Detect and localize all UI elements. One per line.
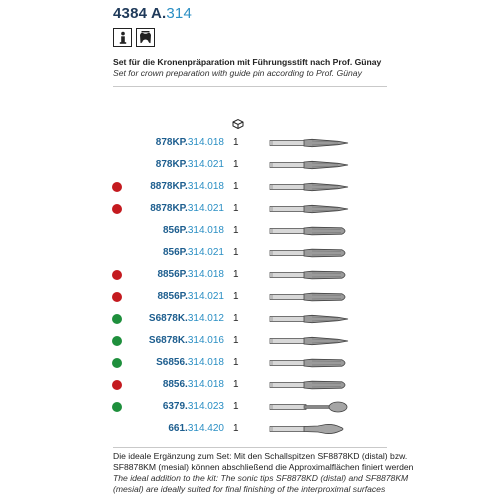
- list-item: [0, 243, 500, 265]
- list-item: [0, 331, 500, 353]
- item-quantity: 1: [233, 335, 239, 346]
- list-item: [0, 309, 500, 331]
- item-code: [163, 247, 224, 258]
- bur-instrument-image: [268, 180, 350, 194]
- item-code-suffix: 314.016: [187, 335, 224, 346]
- red-dot-marker: [112, 204, 122, 214]
- item-code: [163, 225, 224, 236]
- item-code-suffix: 314.021: [187, 203, 224, 214]
- item-code-base: 6379.: [162, 401, 188, 412]
- item-quantity: 1: [233, 423, 239, 434]
- item-code-base: 878KP.: [155, 159, 188, 170]
- item-code-suffix: 314.018: [187, 225, 224, 236]
- list-item: [0, 375, 500, 397]
- item-code: [156, 159, 224, 170]
- item-quantity: 1: [233, 181, 239, 192]
- list-item: [0, 419, 500, 441]
- item-code-base: 856P.: [163, 247, 188, 258]
- title-main: 4384 A.: [113, 5, 167, 22]
- divider-top: [113, 86, 387, 87]
- item-code-suffix: 314.018: [187, 137, 224, 148]
- list-item: [0, 199, 500, 221]
- item-code-base: S6856.: [156, 357, 188, 368]
- dental-crown-icon: [136, 28, 155, 47]
- item-code-suffix: 314.018: [187, 379, 224, 390]
- item-code: [168, 423, 224, 434]
- item-code-suffix: 314.018: [187, 181, 224, 192]
- item-quantity: 1: [233, 357, 239, 368]
- bur-instrument-image: [268, 158, 350, 172]
- item-code: [149, 335, 224, 346]
- list-item: [0, 287, 500, 309]
- item-code: [157, 269, 224, 280]
- package-icon: [232, 116, 244, 134]
- bur-instrument-image: [268, 378, 350, 392]
- item-code-suffix: 314.018: [187, 357, 224, 368]
- red-dot-marker: [112, 182, 122, 192]
- green-dot-marker: [112, 314, 122, 324]
- item-code-base: 8878KP.: [150, 203, 188, 214]
- item-quantity: 1: [233, 247, 239, 258]
- title-accent: 314: [166, 5, 193, 22]
- item-code-suffix: 314.023: [187, 401, 224, 412]
- bur-instrument-image: [268, 312, 350, 326]
- footer-german-line-2: SF8878KM (mesial) können abschließend die Approximalflächen finiert werden: [113, 462, 414, 472]
- item-quantity: 1: [233, 291, 239, 302]
- list-item: [0, 397, 500, 419]
- green-dot-marker: [112, 358, 122, 368]
- info-icon: [113, 28, 132, 47]
- bur-instrument-image: [268, 246, 350, 260]
- item-quantity: 1: [233, 203, 239, 214]
- list-item: [0, 155, 500, 177]
- red-dot-marker: [112, 270, 122, 280]
- item-code: [163, 401, 224, 412]
- list-item: [0, 177, 500, 199]
- bur-instrument-image: [268, 136, 350, 150]
- item-quantity: 1: [233, 401, 239, 412]
- subtitle-english: Set for crown preparation with guide pin according to Prof. Günay: [113, 68, 362, 78]
- green-dot-marker: [112, 336, 122, 346]
- item-code-suffix: 314.021: [187, 159, 224, 170]
- subtitle-german: Set für die Kronenpräparation mit Führungsstift nach Prof. Günay: [113, 57, 382, 67]
- item-code-suffix: 314.018: [187, 269, 224, 280]
- item-code-base: 8856P.: [157, 269, 188, 280]
- bur-instrument-image: [268, 334, 350, 348]
- item-code-base: 856P.: [163, 225, 188, 236]
- item-quantity: 1: [233, 269, 239, 280]
- item-quantity: 1: [233, 137, 239, 148]
- red-dot-marker: [112, 380, 122, 390]
- item-code-base: S6878K.: [148, 313, 188, 324]
- item-code: [157, 291, 224, 302]
- item-code-suffix: 314.021: [187, 247, 224, 258]
- item-code: [156, 137, 224, 148]
- item-code: [150, 203, 224, 214]
- item-quantity: 1: [233, 313, 239, 324]
- item-code-suffix: 314.012: [187, 313, 224, 324]
- item-code: [156, 357, 224, 368]
- item-code: [149, 313, 224, 324]
- bur-instrument-image: [268, 290, 350, 304]
- item-quantity: 1: [233, 159, 239, 170]
- bur-instrument-image: [268, 400, 350, 414]
- bur-instrument-image: [268, 422, 350, 436]
- page-title: [113, 5, 192, 22]
- bur-instrument-image: [268, 356, 350, 370]
- red-dot-marker: [112, 292, 122, 302]
- item-code-suffix: 314.021: [187, 291, 224, 302]
- green-dot-marker: [112, 402, 122, 412]
- list-item: [0, 265, 500, 287]
- list-item: [0, 353, 500, 375]
- info-icons-row: [113, 28, 155, 47]
- footer-english-line-2: (mesial) are ideally suited for final finishing of the interproximal surfaces: [113, 484, 386, 494]
- list-item: [0, 221, 500, 243]
- item-code-base: 8856P.: [157, 291, 188, 302]
- bur-instrument-image: [268, 202, 350, 216]
- footer-english-line-1: The ideal addition to the kit: The sonic tips SF8878KD (distal) and SF8878KM: [113, 473, 409, 483]
- bur-instrument-image: [268, 268, 350, 282]
- item-code-suffix: 314.420: [187, 423, 224, 434]
- divider-bottom: [113, 447, 387, 448]
- item-code-base: S6878K.: [148, 335, 188, 346]
- footer-german-line-1: Die ideale Ergänzung zum Set: Mit den Schallspitzen SF8878KD (distal) bzw.: [113, 451, 408, 461]
- item-code: [163, 379, 224, 390]
- item-code-base: 661.: [168, 423, 188, 434]
- item-quantity: 1: [233, 225, 239, 236]
- item-code-base: 8856.: [162, 379, 188, 390]
- item-code-base: 8878KP.: [150, 181, 188, 192]
- item-code-base: 878KP.: [155, 137, 188, 148]
- item-quantity: 1: [233, 379, 239, 390]
- item-code: [150, 181, 224, 192]
- bur-instrument-image: [268, 224, 350, 238]
- list-item: [0, 133, 500, 155]
